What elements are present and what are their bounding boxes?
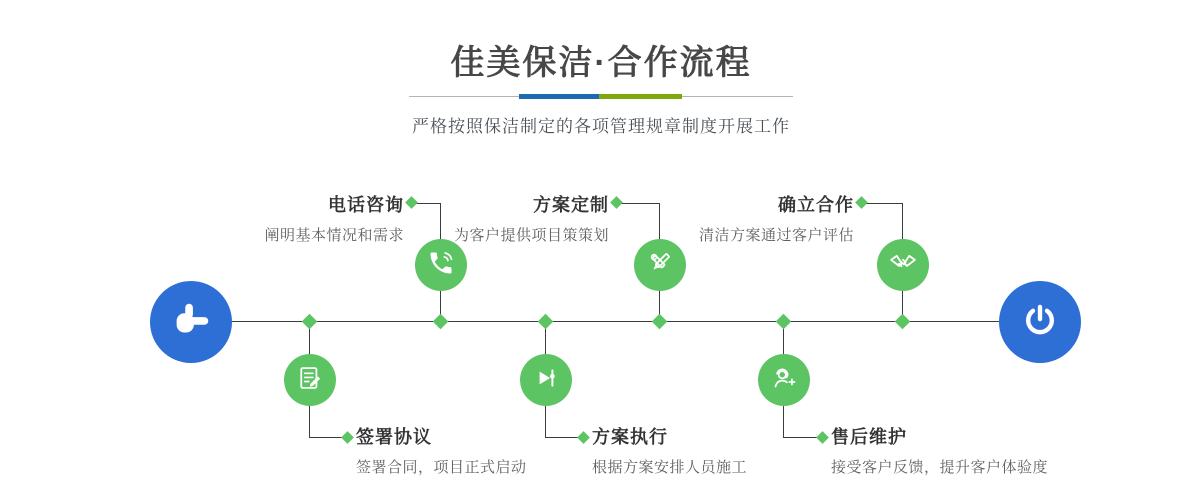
step-circle-service (758, 354, 810, 406)
step-title: 售后维护 (831, 427, 907, 447)
handshake-icon (888, 248, 918, 283)
step-desc: 为客户提供项目策策划 (453, 227, 609, 244)
timeline-node-diamond (895, 314, 911, 330)
page-title: 佳美保洁·合作流程 (450, 44, 752, 82)
label-diamond (816, 431, 829, 444)
execute-icon (532, 364, 560, 397)
phone-icon (427, 249, 455, 282)
step-sign-agreement (356, 423, 527, 477)
divider-blue-segment (519, 94, 599, 99)
label-diamond (610, 196, 623, 209)
timeline (231, 321, 1001, 322)
step-title: 方案执行 (592, 427, 668, 447)
step-circle-phone (415, 239, 467, 291)
customer-service-icon (770, 364, 798, 397)
step-desc: 签署合同，项目正式启动 (356, 459, 527, 476)
design-tools-icon (646, 249, 674, 282)
step-title: 签署协议 (356, 427, 432, 447)
label-diamond (405, 196, 418, 209)
step-desc: 阐明基本情况和需求 (264, 227, 404, 244)
contract-sign-icon (296, 364, 324, 397)
step-circle-design (634, 239, 686, 291)
timeline-node-diamond (776, 314, 792, 330)
step-desc: 清洁方案通过客户评估 (698, 227, 854, 244)
step-title: 方案定制 (533, 195, 609, 215)
end-node (999, 281, 1081, 363)
label-diamond (341, 431, 354, 444)
timeline-node-diamond (652, 314, 668, 330)
step-desc: 根据方案安排人员施工 (592, 459, 748, 476)
divider-green-segment (599, 94, 682, 99)
timeline-node-diamond (538, 314, 554, 330)
title-divider (409, 94, 793, 99)
connector-label-phone (414, 203, 441, 204)
page-subtitle: 严格按照保洁制定的各项管理规章制度开展工作 (412, 116, 790, 136)
pointing-hand-icon (168, 297, 214, 348)
power-icon (1019, 299, 1061, 346)
connector-label-design (619, 203, 660, 204)
step-circle-handshake (877, 239, 929, 291)
step-desc: 接受客户反馈，提升客户体验度 (831, 459, 1049, 476)
timeline-node-diamond (302, 314, 318, 330)
header (0, 0, 1202, 137)
label-diamond (577, 431, 590, 444)
connector-label-execute (545, 437, 581, 438)
step-phone-consult (264, 191, 404, 245)
step-title: 电话咨询 (328, 195, 404, 215)
step-circle-sign (284, 354, 336, 406)
step-after-sales (831, 423, 1048, 477)
step-plan-design (454, 191, 609, 245)
step-circle-execute (520, 354, 572, 406)
connector-label-service (783, 437, 820, 438)
step-plan-execute (592, 423, 747, 477)
step-title: 确立合作 (778, 195, 854, 215)
step-establish-cooperation (699, 191, 854, 245)
connector-label-handshake (864, 203, 903, 204)
divider-accent (519, 94, 682, 99)
start-node (150, 281, 232, 363)
connector-label-sign (309, 437, 345, 438)
timeline-node-diamond (433, 314, 449, 330)
label-diamond (855, 196, 868, 209)
